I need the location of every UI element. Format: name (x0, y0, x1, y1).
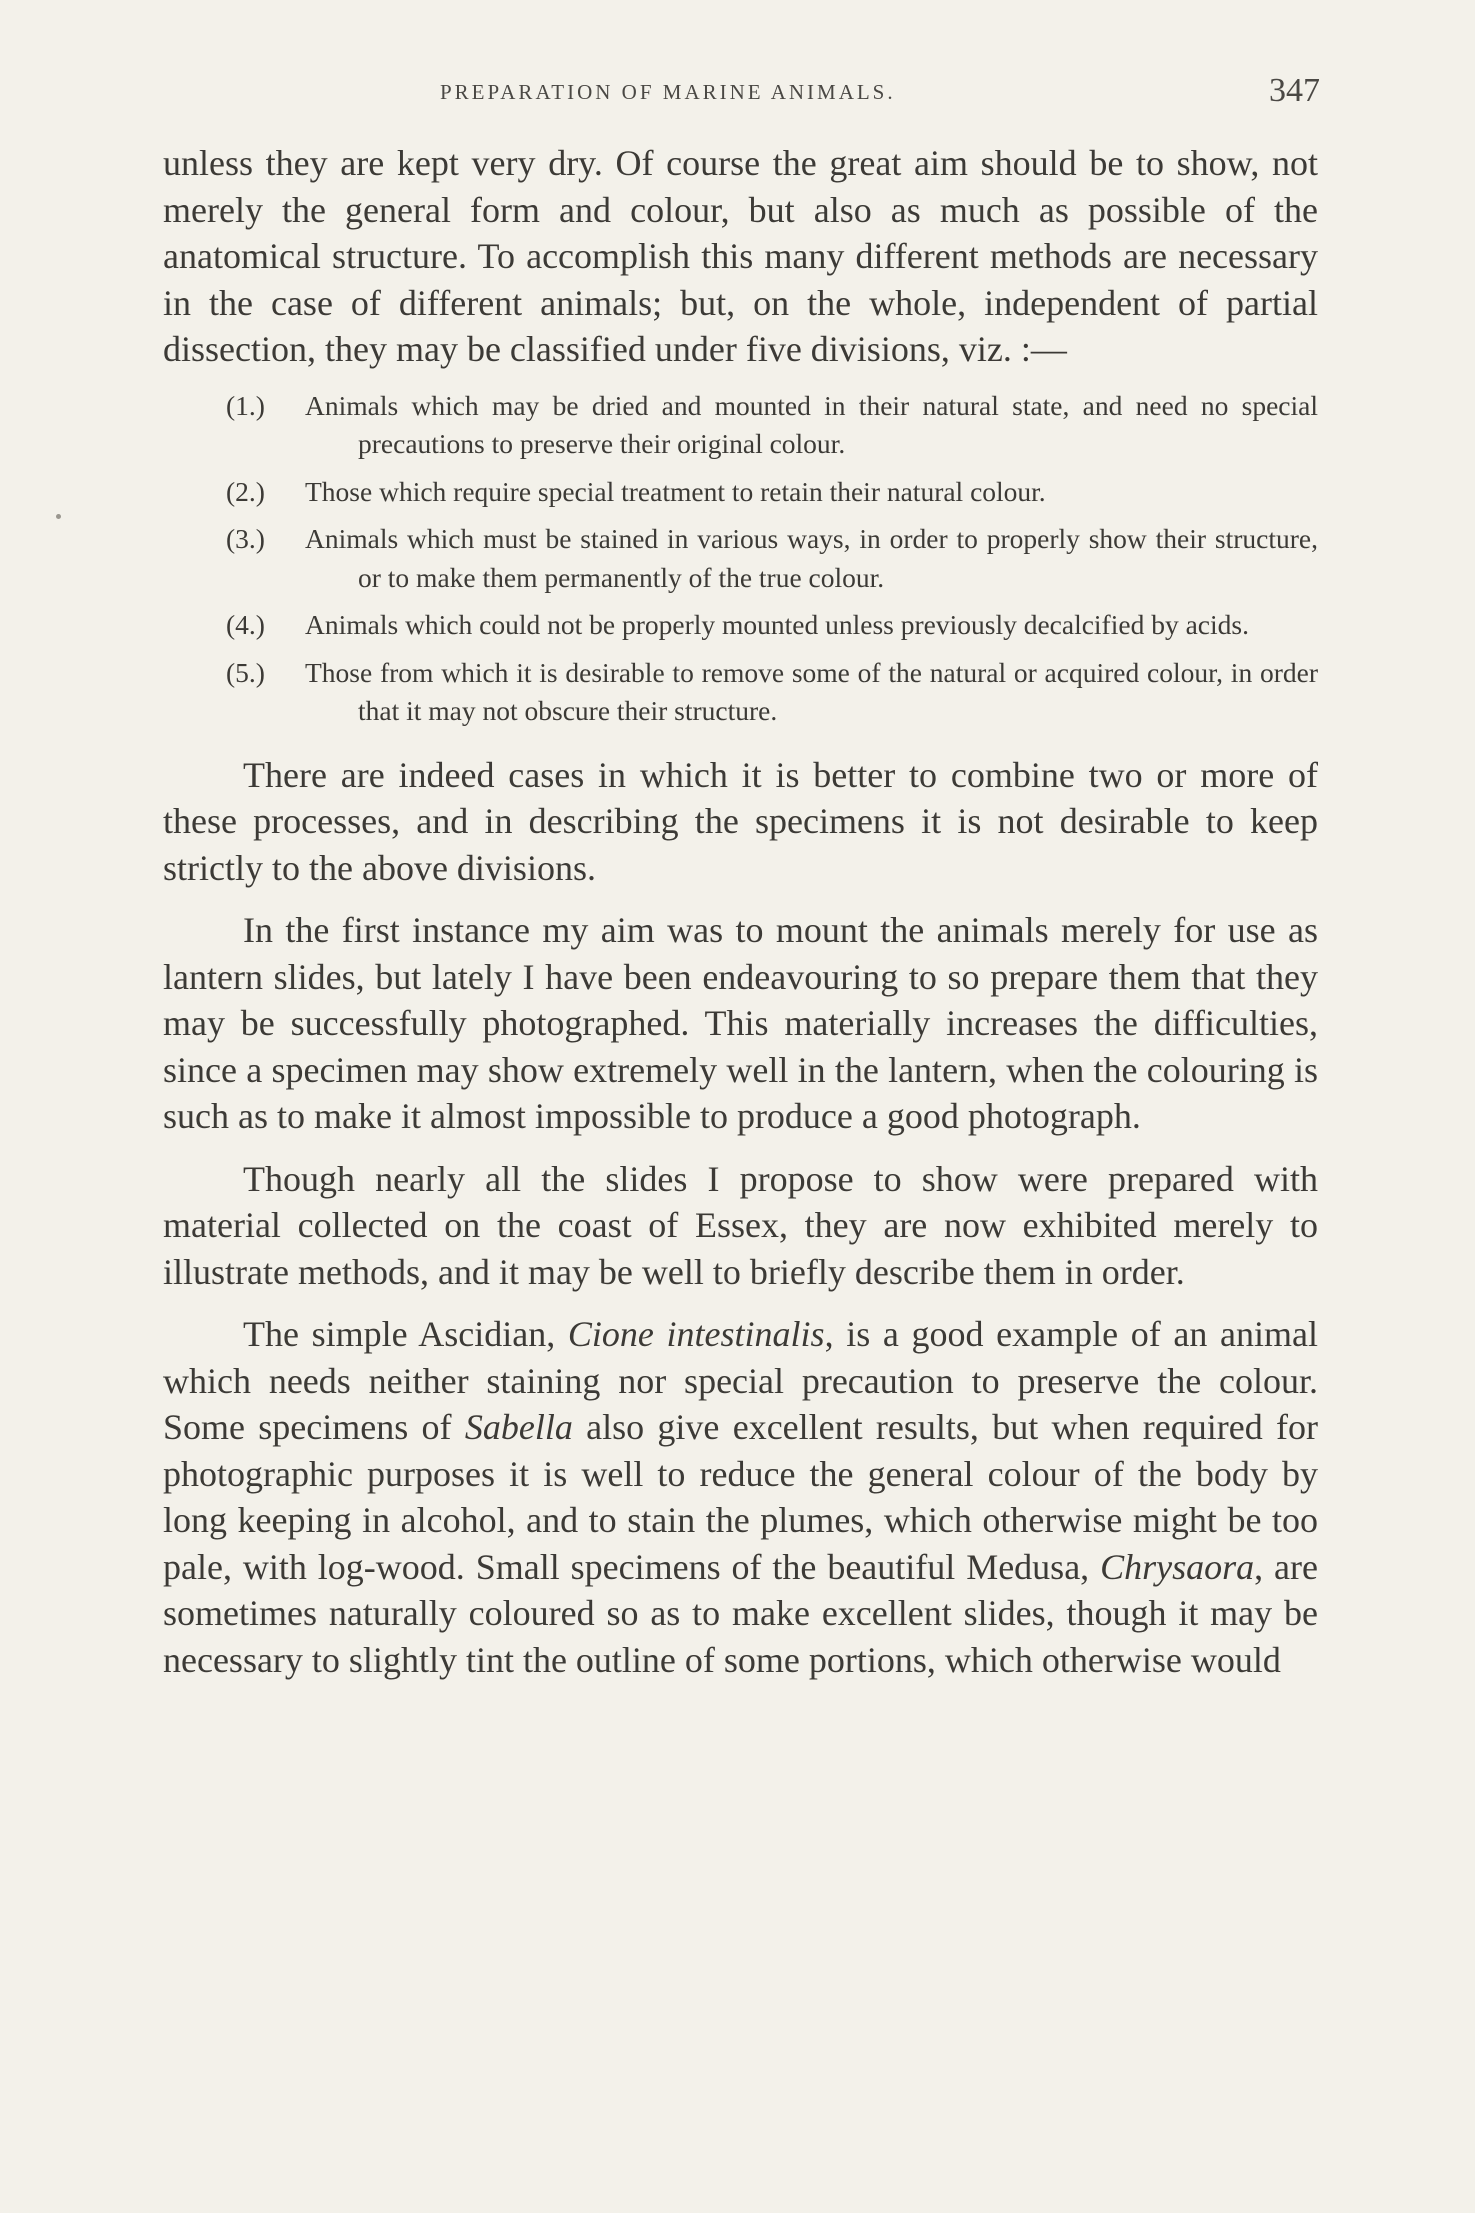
paragraph-1: unless they are kept very dry. Of course the great aim should be to show, not merely the general form and colour, but also as much as possible of the anatomical structure. To accomplish this many different methods are necessary in the case of different animals; but, on the whole, independent of partial dissection, they may be classified under five divisions, viz. :— (163, 143, 1318, 369)
body-text (163, 140, 1318, 1683)
list-item-number: (2.) (226, 475, 265, 507)
list-item-number: (4.) (226, 609, 265, 640)
list-item-number: (3.) (226, 523, 265, 554)
list-item-number: (5.) (226, 656, 265, 688)
paragraph-5-part: also give excellent results, but when required for photographic purposes it is well to reduce the general colour of the body by long keeping in alcohol, and to stain the plumes, which otherwise might be too pale, with log-wood. Small specimens of the beautiful Medusa, (163, 1407, 1319, 1587)
paragraph-4: Though nearly all the slides I propose to show were prepared with material collected on the coast of Essex, they are now exhibited merely to illustrate methods, and it may be well to briefly describe them in order. (163, 1158, 1318, 1292)
list-item-text: Those from which it is desirable to remove some of the natural or acquired colour, in order that it may not obscure their structure. (305, 656, 1318, 726)
list-item (163, 606, 1318, 645)
paragraph-5 (163, 1311, 1318, 1683)
running-head: PREPARATION OF MARINE ANIMALS. (440, 80, 896, 104)
paragraph-5-part: The simple Ascidian, (243, 1314, 568, 1354)
divisions-list (163, 387, 1318, 731)
species-name-chrysaora: Chrysaora (1100, 1546, 1255, 1587)
list-item (163, 473, 1318, 512)
paragraph-2: There are indeed cases in which it is better to combine two or more of these processes, and in describing the specimens it is not desirable to keep strictly to the above divisions. (163, 754, 1318, 888)
margin-speck (56, 514, 61, 519)
list-item-number: (1.) (226, 389, 265, 421)
list-item-text: Animals which may be dried and mounted in their natural state, and need no special precautions to preserve their original colour. (305, 389, 1318, 459)
paragraph-3: In the first instance my aim was to mount the animals merely for use as lantern slides, but lately I have been endeavouring to so prepare them that they may be successfully photographed. This materially increases the difficulties, since a specimen may show extremely well in the lantern, when the colouring is such as to make it almost impossible to produce a good photograph. (163, 910, 1318, 1136)
page-header (160, 72, 1320, 132)
list-item-text: Animals which must be stained in various ways, in order to properly show their structure, or to make them permanently of the true colour. (305, 523, 1318, 593)
species-name-sabella: Sabella (464, 1407, 573, 1447)
species-name-cione: Cione intestinalis (567, 1314, 825, 1354)
list-item-text: Animals which could not be properly mounted unless previously decalcified by acids. (305, 609, 1249, 640)
list-item (163, 654, 1318, 731)
list-item (163, 387, 1318, 464)
paragraph-5-part: , are sometimes naturally coloured so as to make excellent slides, though it may be necessary to slightly tint the outline of some portions, which otherwise would (163, 1546, 1318, 1680)
list-item (163, 520, 1318, 597)
page-number: 347 (1269, 72, 1320, 109)
list-item-text: Those which require special treatment to retain their natural colour. (305, 475, 1046, 507)
paragraph-5-part: , is a good example of an animal which needs neither staining nor special precaution to preserve the colour. Some specimens of (163, 1314, 1318, 1447)
